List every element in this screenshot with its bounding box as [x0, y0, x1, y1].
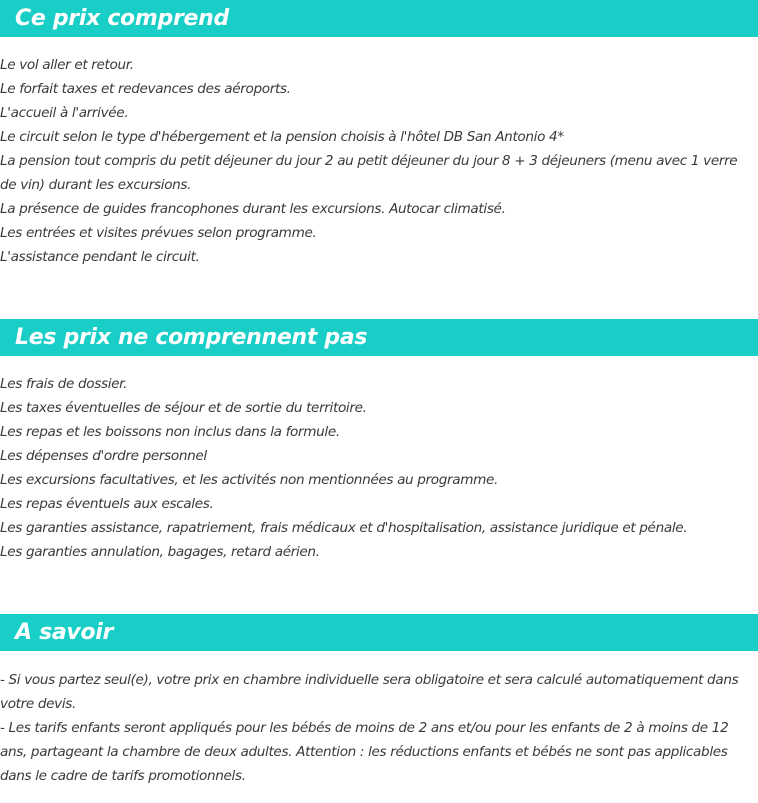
list-item: L'assistance pendant le circuit. — [0, 249, 200, 265]
list-item: Les dépenses d'ordre personnel — [0, 448, 207, 464]
section-title-excludes: Les prix ne comprennent pas — [0, 319, 758, 356]
includes-list — [0, 53, 758, 269]
list-item: Les garanties annulation, bagages, retard aérien. — [0, 544, 320, 560]
list-item: La présence de guides francophones durant les excursions. Autocar climatisé. — [0, 201, 506, 217]
list-item: Les frais de dossier. — [0, 376, 128, 392]
list-item: Le forfait taxes et redevances des aéroports. — [0, 81, 291, 97]
list-item: - Si vous partez seul(e), votre prix en chambre individuelle sera obligatoire et sera calculé automatiquement dans votre devis. — [0, 672, 739, 712]
section-title-includes: Ce prix comprend — [0, 0, 758, 37]
list-item: L'accueil à l'arrivée. — [0, 105, 129, 121]
list-item: Les repas éventuels aux escales. — [0, 496, 214, 512]
list-item: Le circuit selon le type d'hébergement et la pension choisis à l'hôtel DB San Antonio 4* — [0, 129, 564, 145]
list-item: Les taxes éventuelles de séjour et de sortie du territoire. — [0, 400, 367, 416]
section-price-includes — [0, 0, 758, 269]
list-item: La pension tout compris du petit déjeuner du jour 2 au petit déjeuner du jour 8 + 3 déjeuners (menu avec 1 verre de vin) durant les excursions. — [0, 153, 738, 193]
info-list — [0, 668, 758, 788]
list-item: Les entrées et visites prévues selon programme. — [0, 225, 317, 241]
section-title-info: A savoir — [0, 614, 758, 651]
list-item: Les repas et les boissons non inclus dans la formule. — [0, 424, 340, 440]
section-good-to-know — [0, 614, 758, 788]
list-item: - Les tarifs enfants seront appliqués pour les bébés de moins de 2 ans et/ou pour les enfants de 2 à moins de 12 ans, partageant la chambre de deux adultes. Attention : les réductions enfants et bébés ne sont pas applicables dans le cadre de tarifs promotionnels. — [0, 720, 729, 784]
list-item: Les garanties assistance, rapatriement, frais médicaux et d'hospitalisation, assistance juridique et pénale. — [0, 520, 688, 536]
section-price-excludes — [0, 319, 758, 564]
list-item: Les excursions facultatives, et les activités non mentionnées au programme. — [0, 472, 499, 488]
list-item: Le vol aller et retour. — [0, 57, 134, 73]
excludes-list — [0, 372, 758, 564]
